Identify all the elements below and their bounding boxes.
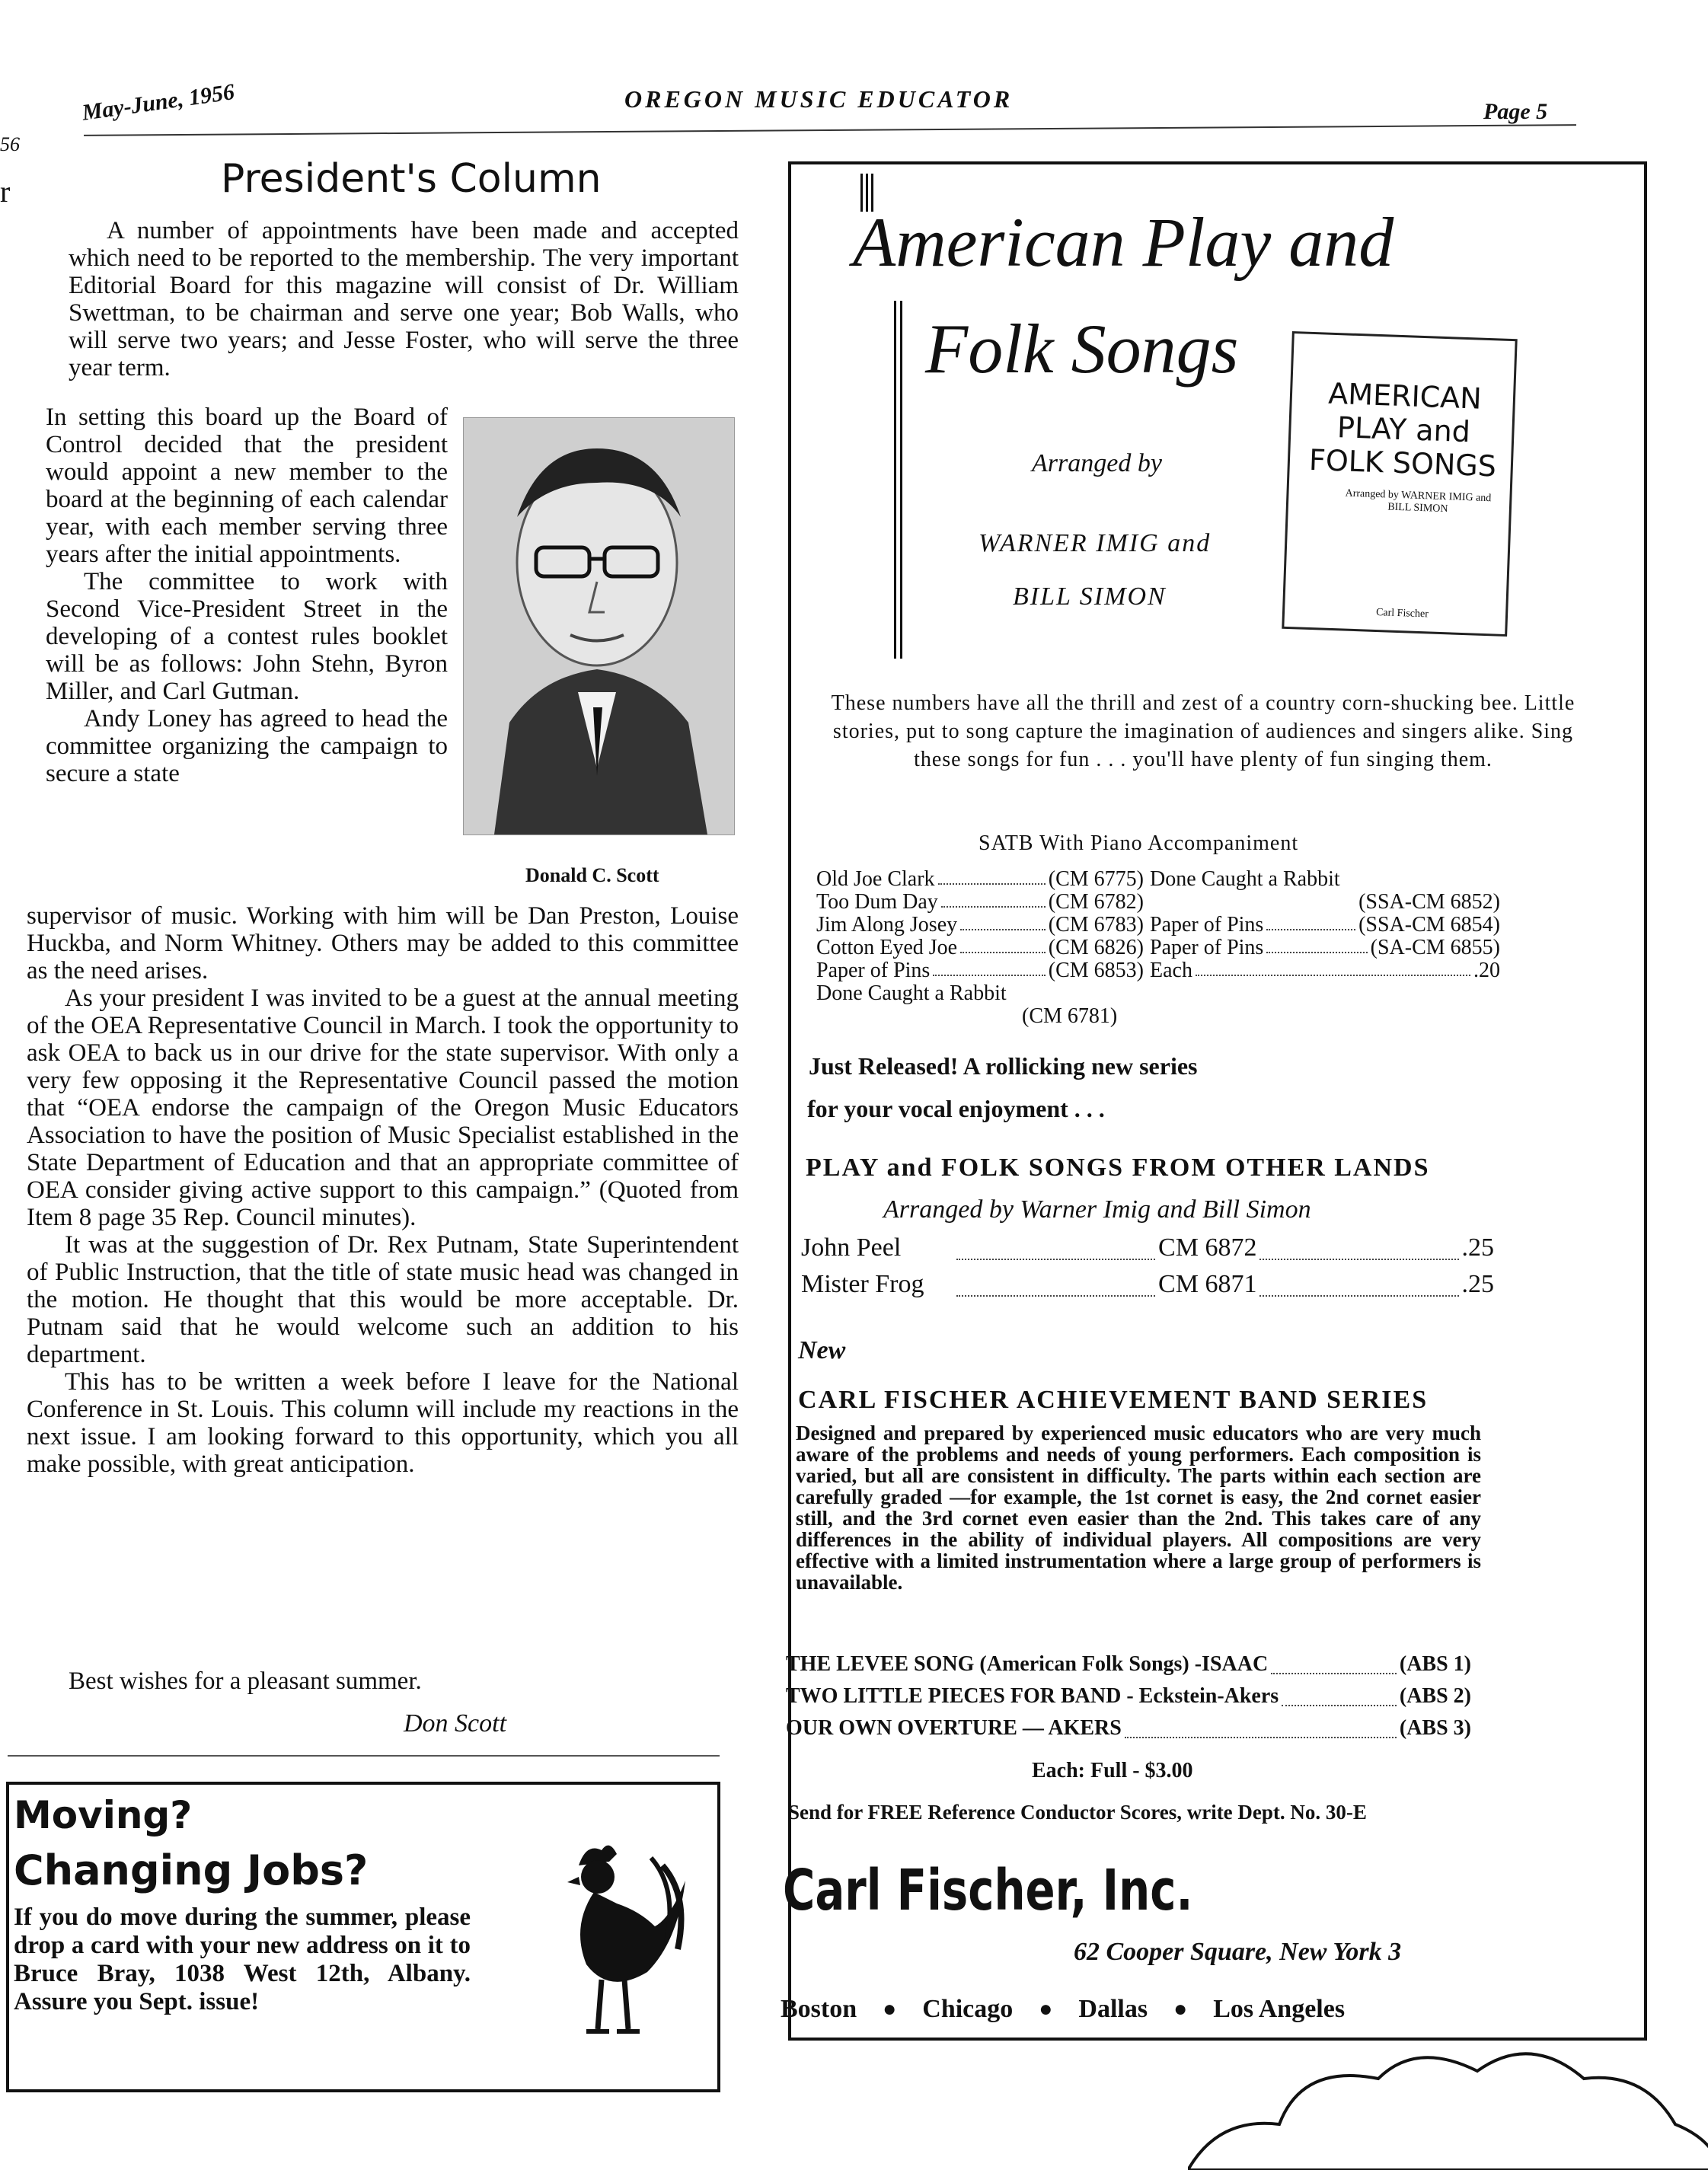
company-name: Carl Fischer, Inc.: [783, 1858, 1193, 1923]
song-code: CM 6872: [1158, 1233, 1257, 1262]
piece-code: (ABS 3): [1399, 1716, 1471, 1740]
list-item: [816, 868, 1144, 891]
portrait-photo: [463, 417, 735, 835]
list-item: [1150, 937, 1500, 959]
moving-heading: Moving?: [14, 1793, 193, 1837]
paragraph-text: In setting this board up the Board of Control decided that the president would appoint a new member to the board at the beginning of each calendar year, with each member serving three years after the initial appointments.: [46, 404, 448, 568]
arranger-name-2: BILL SIMON: [1013, 582, 1167, 611]
issue-date: May-June, 1956: [80, 79, 236, 126]
rooster-icon: [525, 1835, 693, 2056]
song-name: Too Dum Day: [816, 890, 938, 914]
book-cover-publisher: Carl Fischer: [1375, 607, 1429, 621]
paragraph-text: A number of appointments have been made and accepted which need to be reported to the membership. The very important Editorial Board for this magazine will consist of Dr. William Swettman, to be chairman and serve one year; Bob Walls, who will serve two years; and Jesse Foster, who will serve the three year term.: [69, 217, 739, 381]
bullet-icon: ●: [1039, 1996, 1053, 2022]
song-name: Each: [1150, 959, 1192, 982]
song-name: Paper of Pins: [1150, 913, 1264, 937]
song-code: (CM 6783): [1048, 913, 1144, 937]
paper-stain-shape: [1188, 2018, 1708, 2170]
list-item: [1150, 891, 1500, 914]
free-scores-offer: Send for FREE Reference Conductor Scores, write Dept. No. 30-E: [788, 1801, 1367, 1824]
song-code: (CM 6853): [1048, 959, 1144, 982]
list-item: [816, 891, 1144, 914]
edge-fragment-2: r: [0, 174, 11, 209]
just-released-line-1: Just Released! A rollicking new series: [809, 1052, 1198, 1080]
ad-description: These numbers have all the thrill and zest of a country corn-shucking bee. Little stories, put to song capture the imagination of audiences and singers alike. Sing these songs for fun . . . you'll have plenty of fun singing them.: [831, 691, 1576, 771]
book-cover-title: AMERICAN PLAY and FOLK SONGS: [1308, 376, 1497, 483]
ad-title-line-2: Folk Songs: [925, 310, 1239, 388]
song-name: Jim Along Josey: [816, 913, 958, 937]
paragraph-text: This has to be written a week before I leave for the National Conference in St. Louis. This column will include my reactions in the next issue. I am looking forward to this opportunity, which you all make possible, with great anticipation.: [27, 1368, 739, 1478]
book-cover-credits: Arranged by WARNER IMIG and BILL SIMON: [1345, 487, 1492, 515]
paragraph-text: It was at the suggestion of Dr. Rex Putnam, State Superintendent of Public Instruction, that the title of state music head was changed in the motion. He thought that this would be more acceptable. Dr. Putnam said that he would welcome such an addition to his department.: [27, 1231, 739, 1368]
piece-code: (ABS 2): [1399, 1684, 1471, 1708]
song-code: (SSA-CM 6852): [1358, 890, 1500, 914]
article-narrow-column: [46, 404, 448, 787]
song-name: Mister Frog: [801, 1270, 924, 1298]
city: Los Angeles: [1213, 1995, 1346, 2023]
city: Dallas: [1078, 1995, 1148, 2023]
band-piece-list: [786, 1648, 1471, 1744]
song-list-left: [816, 868, 1144, 1028]
band-price: Each: Full - $3.00: [1032, 1759, 1193, 1782]
publication-title: OREGON MUSIC EDUCATOR: [624, 85, 1014, 113]
list-item: [816, 937, 1144, 959]
new-label: New: [798, 1336, 846, 1364]
article-paragraph-1: [69, 217, 739, 381]
song-price: .25: [1461, 1233, 1495, 1262]
portrait-illustration: [464, 418, 734, 834]
band-series-title: CARL FISCHER ACHIEVEMENT BAND SERIES: [798, 1386, 1429, 1414]
paragraph-text: supervisor of music. Working with him will be Dan Preston, Louise Huckba, and Norm Whitney. Others may be added to this committee as the need arises.: [27, 902, 739, 984]
series-song-list: [801, 1230, 1494, 1303]
company-address: 62 Cooper Square, New York 3: [1074, 1938, 1402, 1966]
page-number: Page 5: [1483, 99, 1548, 124]
signature: Don Scott: [404, 1709, 507, 1738]
song-code: (CM 6826): [1048, 936, 1144, 959]
article-title: President's Column: [221, 156, 602, 202]
photo-caption: Donald C. Scott: [525, 864, 659, 886]
list-item: [1150, 959, 1500, 982]
paragraph-text: Andy Loney has agreed to head the committee organizing the campaign to secure a state: [46, 705, 448, 787]
song-code: (CM 6775): [1048, 867, 1144, 891]
song-code: (SSA-CM 6854): [1358, 913, 1500, 937]
song-code: (SA-CM 6855): [1370, 936, 1500, 959]
arranger-name-1: WARNER IMIG and: [979, 529, 1212, 557]
list-item: [786, 1712, 1471, 1744]
paragraph-text: As your president I was invited to be a guest at the annual meeting of the OEA Representative Council in March. I took the opportunity to ask OEA to back us in our drive for the state supervisor. With only a very few opposing it the Representative Council passed the motion that “OEA endorse the campaign of the Oregon Music Educators Association to have the position of Music Specialist established in the State Department of Education and that an appropriate committee of OEA consider giving active support to this campaign.” (Quoted from Item 8 page 35 Rep. Council minutes).: [27, 984, 739, 1231]
article-wide-column: [27, 902, 739, 1478]
song-name: Paper of Pins: [1150, 936, 1264, 959]
bullet-icon: ●: [1173, 1996, 1188, 2022]
decorative-bars: [892, 301, 908, 659]
list-item: [816, 959, 1144, 982]
song-name: Cotton Eyed Joe: [816, 936, 958, 959]
list-item: [816, 1005, 1144, 1028]
piece-name: THE LEVEE SONG (American Folk Songs) -ISAAC: [786, 1652, 1269, 1676]
song-name: Paper of Pins: [816, 959, 931, 982]
piece-name: TWO LITTLE PIECES FOR BAND - Eckstein-Akers: [786, 1684, 1279, 1708]
song-name: Done Caught a Rabbit: [1150, 867, 1340, 891]
list-item: [801, 1266, 1494, 1303]
series-arranged-by: Arranged by Warner Imig and Bill Simon: [883, 1195, 1311, 1224]
moving-notice-text: If you do move during the summer, please drop a card with your new address on it to Bruce Bray, 1038 West 12th, Albany. Assure you Sept. issue!: [14, 1904, 471, 2015]
song-name: Old Joe Clark: [816, 867, 935, 891]
just-released-line-2: for your vocal enjoyment . . .: [807, 1095, 1105, 1122]
ad-title-line-1: American Play and: [853, 203, 1394, 281]
edge-fragment-1: 56: [0, 133, 20, 155]
paragraph-text: The committee to work with Second Vice-President Street in the developing of a contest rules booklet will be as follows: John Stehn, Byron Miller, and Carl Gutman.: [46, 568, 448, 705]
song-code: (CM 6781): [1022, 1004, 1118, 1028]
song-price: .25: [1461, 1270, 1495, 1298]
arranged-by-label: Arranged by: [1032, 449, 1162, 477]
song-name: John Peel: [801, 1233, 902, 1262]
song-code: (CM 6782): [1048, 890, 1144, 914]
song-name: Done Caught a Rabbit: [816, 981, 1007, 1005]
city: Boston: [781, 1995, 857, 2023]
section-divider: [8, 1755, 720, 1757]
list-item: [786, 1680, 1471, 1712]
piece-name: OUR OWN OVERTURE — AKERS: [786, 1716, 1122, 1740]
band-series-description: Designed and prepared by experienced music educators who are very much aware of the problems and needs of young performers. Each composition is varied, but all are consistent in difficulty. The parts within each section are carefully graded —for example, the 1st cornet is easy, the 2nd cornet easier still, and the 3rd cornet even easier than the 2nd. This takes care of any differences in the ability of individual players. All compositions are very effective with a limited instrumentation where a large group of performers is unavailable.: [796, 1422, 1481, 1594]
book-cover: [1282, 331, 1517, 637]
closing-line: Best wishes for a pleasant summer.: [69, 1667, 422, 1695]
piece-code: (ABS 1): [1399, 1652, 1471, 1676]
series-title: PLAY and FOLK SONGS FROM OTHER LANDS: [806, 1154, 1430, 1182]
satb-heading: SATB With Piano Accompaniment: [979, 831, 1299, 855]
changing-jobs-heading: Changing Jobs?: [14, 1846, 369, 1894]
list-item: [786, 1648, 1471, 1680]
song-list-right: [1150, 868, 1500, 982]
song-price: .20: [1473, 959, 1500, 982]
list-item: [816, 914, 1144, 937]
list-item: [816, 982, 1144, 1005]
list-item: [801, 1230, 1494, 1266]
list-item: [1150, 914, 1500, 937]
bullet-icon: ●: [883, 1996, 897, 2022]
header-rule: [84, 124, 1576, 136]
song-code: CM 6871: [1158, 1270, 1257, 1298]
list-item: [1150, 868, 1500, 891]
city: Chicago: [922, 1995, 1014, 2023]
